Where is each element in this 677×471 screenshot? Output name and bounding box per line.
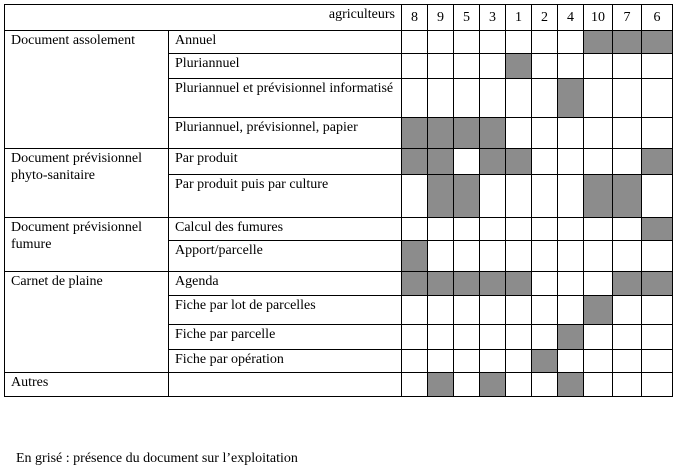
presence-cell [506,296,532,325]
presence-cell [402,296,428,325]
presence-cell [454,218,480,241]
presence-cell [480,241,506,272]
farmer-id: 4 [558,5,584,31]
presence-cell [532,175,558,218]
presence-cell [584,149,613,175]
presence-cell-filled [642,272,673,296]
presence-cell [402,175,428,218]
presence-cell [454,373,480,397]
presence-cell [558,54,584,79]
presence-cell [558,149,584,175]
farmers-header-label: agriculteurs [5,5,402,31]
table-row [5,149,673,175]
document-type-label: Par produit puis par culture [169,175,402,218]
presence-cell [584,350,613,373]
presence-cell [584,118,613,149]
presence-cell [454,54,480,79]
presence-cell-filled [480,272,506,296]
farmer-id: 9 [428,5,454,31]
presence-cell [480,350,506,373]
presence-cell [558,175,584,218]
document-type-label: Pluriannuel et prévisionnel informatisé [169,79,402,118]
presence-cell [480,79,506,118]
presence-cell [480,218,506,241]
header-row [5,5,673,31]
presence-cell [480,296,506,325]
presence-cell [584,325,613,350]
presence-cell [428,218,454,241]
presence-cell [584,54,613,79]
presence-cell [506,118,532,149]
farmer-id: 7 [613,5,642,31]
presence-cell [454,350,480,373]
presence-cell [584,79,613,118]
presence-cell-filled [428,175,454,218]
category-label: Document prévisionnel phyto-sanitaire [5,149,169,218]
presence-cell-filled [642,218,673,241]
presence-cell-filled [454,272,480,296]
farmer-id: 1 [506,5,532,31]
presence-cell-filled [402,241,428,272]
document-type-label [169,373,402,397]
presence-cell [613,325,642,350]
document-type-label: Pluriannuel, prévisionnel, papier [169,118,402,149]
presence-cell [642,373,673,397]
presence-cell-filled [506,149,532,175]
presence-cell [532,31,558,54]
presence-cell [454,149,480,175]
farmer-id: 8 [402,5,428,31]
category-label: Carnet de plaine [5,272,169,373]
presence-cell-filled [506,54,532,79]
presence-cell-filled [532,350,558,373]
presence-cell [402,325,428,350]
presence-cell [532,118,558,149]
presence-cell [642,79,673,118]
table-row [5,31,673,54]
presence-cell [402,54,428,79]
presence-cell [642,175,673,218]
presence-cell-filled [584,296,613,325]
presence-cell [428,325,454,350]
presence-cell [506,373,532,397]
document-presence-table [4,4,673,397]
presence-cell [402,218,428,241]
presence-cell [402,350,428,373]
farmer-id: 6 [642,5,673,31]
document-type-label: Par produit [169,149,402,175]
presence-cell [532,218,558,241]
presence-cell [558,31,584,54]
presence-cell [402,31,428,54]
presence-cell-filled [402,149,428,175]
farmer-id: 2 [532,5,558,31]
farmer-id: 10 [584,5,613,31]
presence-cell-filled [428,373,454,397]
presence-cell-filled [584,31,613,54]
presence-cell-filled [613,31,642,54]
document-type-label: Annuel [169,31,402,54]
presence-cell-filled [558,325,584,350]
presence-cell [558,272,584,296]
table-row [5,218,673,241]
presence-cell [428,350,454,373]
presence-cell-filled [454,175,480,218]
presence-cell-filled [428,149,454,175]
presence-cell [454,31,480,54]
presence-cell [613,218,642,241]
table-row [5,272,673,296]
presence-cell [454,241,480,272]
presence-cell [428,241,454,272]
presence-cell [642,241,673,272]
presence-cell-filled [402,272,428,296]
presence-cell [506,79,532,118]
presence-cell [642,325,673,350]
presence-cell [613,373,642,397]
presence-cell [558,118,584,149]
presence-cell [613,79,642,118]
presence-cell [584,272,613,296]
presence-cell-filled [480,118,506,149]
document-type-label: Fiche par opération [169,350,402,373]
presence-cell [558,218,584,241]
presence-cell [454,296,480,325]
presence-cell [480,54,506,79]
legend-note: En grisé : présence du document sur l’exploitation [16,451,298,466]
farmer-id: 5 [454,5,480,31]
presence-cell [402,373,428,397]
presence-cell [532,296,558,325]
presence-cell-filled [642,31,673,54]
presence-cell-filled [480,373,506,397]
presence-cell-filled [480,149,506,175]
category-label: Autres [5,373,169,397]
presence-cell [480,175,506,218]
presence-cell [558,350,584,373]
presence-cell-filled [642,149,673,175]
presence-cell [402,79,428,118]
table-row [5,373,673,397]
document-type-label: Calcul des fumures [169,218,402,241]
presence-cell [584,373,613,397]
category-label: Document assolement [5,31,169,149]
presence-cell [480,31,506,54]
presence-cell-filled [584,175,613,218]
presence-cell [584,241,613,272]
presence-cell-filled [428,272,454,296]
presence-cell-filled [558,373,584,397]
document-type-label: Agenda [169,272,402,296]
presence-cell [454,79,480,118]
presence-cell [613,350,642,373]
farmer-id: 3 [480,5,506,31]
presence-cell-filled [613,175,642,218]
presence-cell [584,218,613,241]
presence-cell [532,54,558,79]
presence-cell [642,350,673,373]
presence-cell [506,31,532,54]
presence-cell-filled [454,118,480,149]
presence-cell [613,54,642,79]
presence-cell [454,325,480,350]
presence-cell [428,54,454,79]
presence-cell [532,241,558,272]
presence-cell [642,54,673,79]
presence-cell-filled [506,272,532,296]
presence-cell [480,325,506,350]
presence-cell [613,241,642,272]
presence-cell [532,272,558,296]
document-type-label: Pluriannuel [169,54,402,79]
presence-cell [532,79,558,118]
presence-cell [428,296,454,325]
presence-cell [532,149,558,175]
presence-cell [642,118,673,149]
presence-cell-filled [428,118,454,149]
category-label: Document prévisionnel fumure [5,218,169,272]
presence-cell [558,241,584,272]
presence-cell [558,296,584,325]
presence-cell [428,31,454,54]
presence-cell [506,175,532,218]
presence-cell [506,218,532,241]
presence-cell [506,350,532,373]
presence-cell [506,325,532,350]
presence-cell [428,79,454,118]
presence-cell-filled [613,272,642,296]
document-type-label: Fiche par parcelle [169,325,402,350]
presence-cell [532,373,558,397]
presence-cell [613,149,642,175]
presence-cell [613,296,642,325]
presence-cell-filled [558,79,584,118]
presence-cell [532,325,558,350]
presence-cell [506,241,532,272]
presence-cell [642,296,673,325]
document-type-label: Fiche par lot de parcelles [169,296,402,325]
presence-cell [613,118,642,149]
presence-cell-filled [402,118,428,149]
document-type-label: Apport/parcelle [169,241,402,272]
